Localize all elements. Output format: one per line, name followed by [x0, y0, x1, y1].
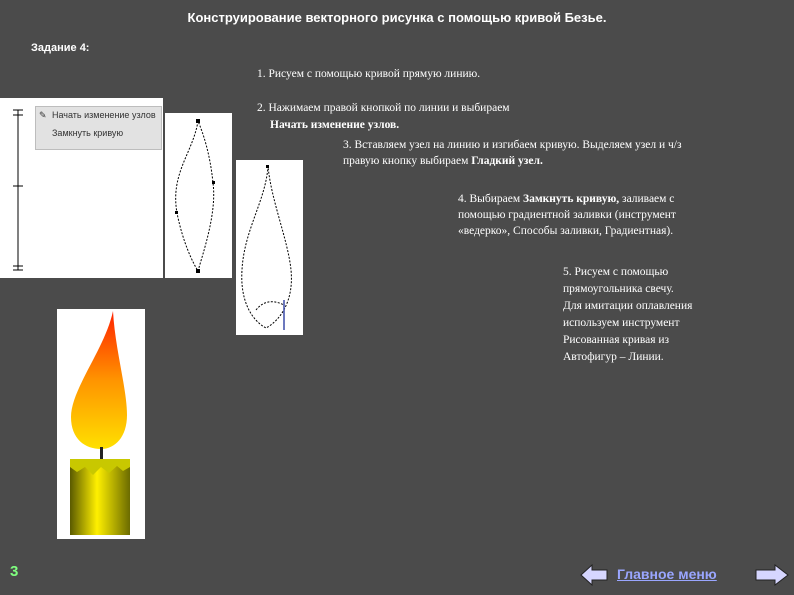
context-menu [35, 106, 162, 150]
prev-button[interactable] [580, 564, 608, 591]
step-2-command-bold: Начать изменение узлов. [270, 119, 400, 131]
step-5-line5: Рисованная кривая из [563, 334, 670, 346]
illustration-candle [57, 309, 145, 539]
page-title: Конструирование векторного рисунка с помощью кривой Безье. [187, 10, 607, 25]
step-3-line2 [343, 153, 543, 170]
next-button[interactable] [755, 564, 789, 591]
step-3-text: 3. Вставляем узел на линию и изгибаем кривую. Выделяем узел и ч/з [343, 139, 682, 151]
step-4-text-a: 4. Выбираем [458, 193, 521, 205]
step-5-line6: Автофигур – Линии. [563, 351, 664, 363]
step-4-command: Замкнуть кривую, [523, 193, 620, 205]
step-4-line3: «ведерко», Способы заливки, Градиентная). [458, 225, 674, 237]
menu-item-start-edit-nodes[interactable]: Начать изменение узлов [52, 110, 156, 120]
arrow-left-icon [580, 564, 608, 586]
step-4-line2: помощью градиентной заливки (инструмент [458, 209, 676, 221]
step-3-command: Гладкий узел. [471, 155, 543, 167]
step-5-line2: прямоугольника свечу. [563, 283, 674, 295]
step-4-line1 [458, 191, 674, 208]
page-number: 3 [10, 563, 19, 580]
home-menu-link[interactable]: Главное меню [617, 566, 717, 582]
illustration-flame-outline [236, 160, 303, 335]
flame-outline-drawing [236, 160, 303, 335]
step-5-line4: используем инструмент [563, 317, 680, 329]
step-2-text: 2. Нажимаем правой кнопкой по линии и выбираем [257, 102, 510, 114]
step-2-command [270, 117, 399, 134]
step-5-line3: Для имитации оплавления [563, 300, 693, 312]
edit-nodes-icon: ✎ [39, 110, 47, 120]
illustration-straight-line [0, 98, 163, 278]
menu-item-close-curve[interactable]: Замкнуть кривую [52, 128, 124, 138]
step-4-text-c: заливаем с [622, 193, 675, 205]
candle-drawing [57, 309, 145, 539]
step-1-text: 1. Рисуем с помощью кривой прямую линию. [257, 68, 481, 80]
arrow-right-icon [755, 564, 789, 586]
illustration-curved-shape [165, 113, 232, 278]
step-3-line2-text: правую кнопку выбираем [343, 155, 469, 167]
curved-shape-drawing [165, 113, 232, 278]
task-label: Задание 4: [31, 42, 90, 54]
step-5-line1: 5. Рисуем с помощью [563, 266, 669, 278]
